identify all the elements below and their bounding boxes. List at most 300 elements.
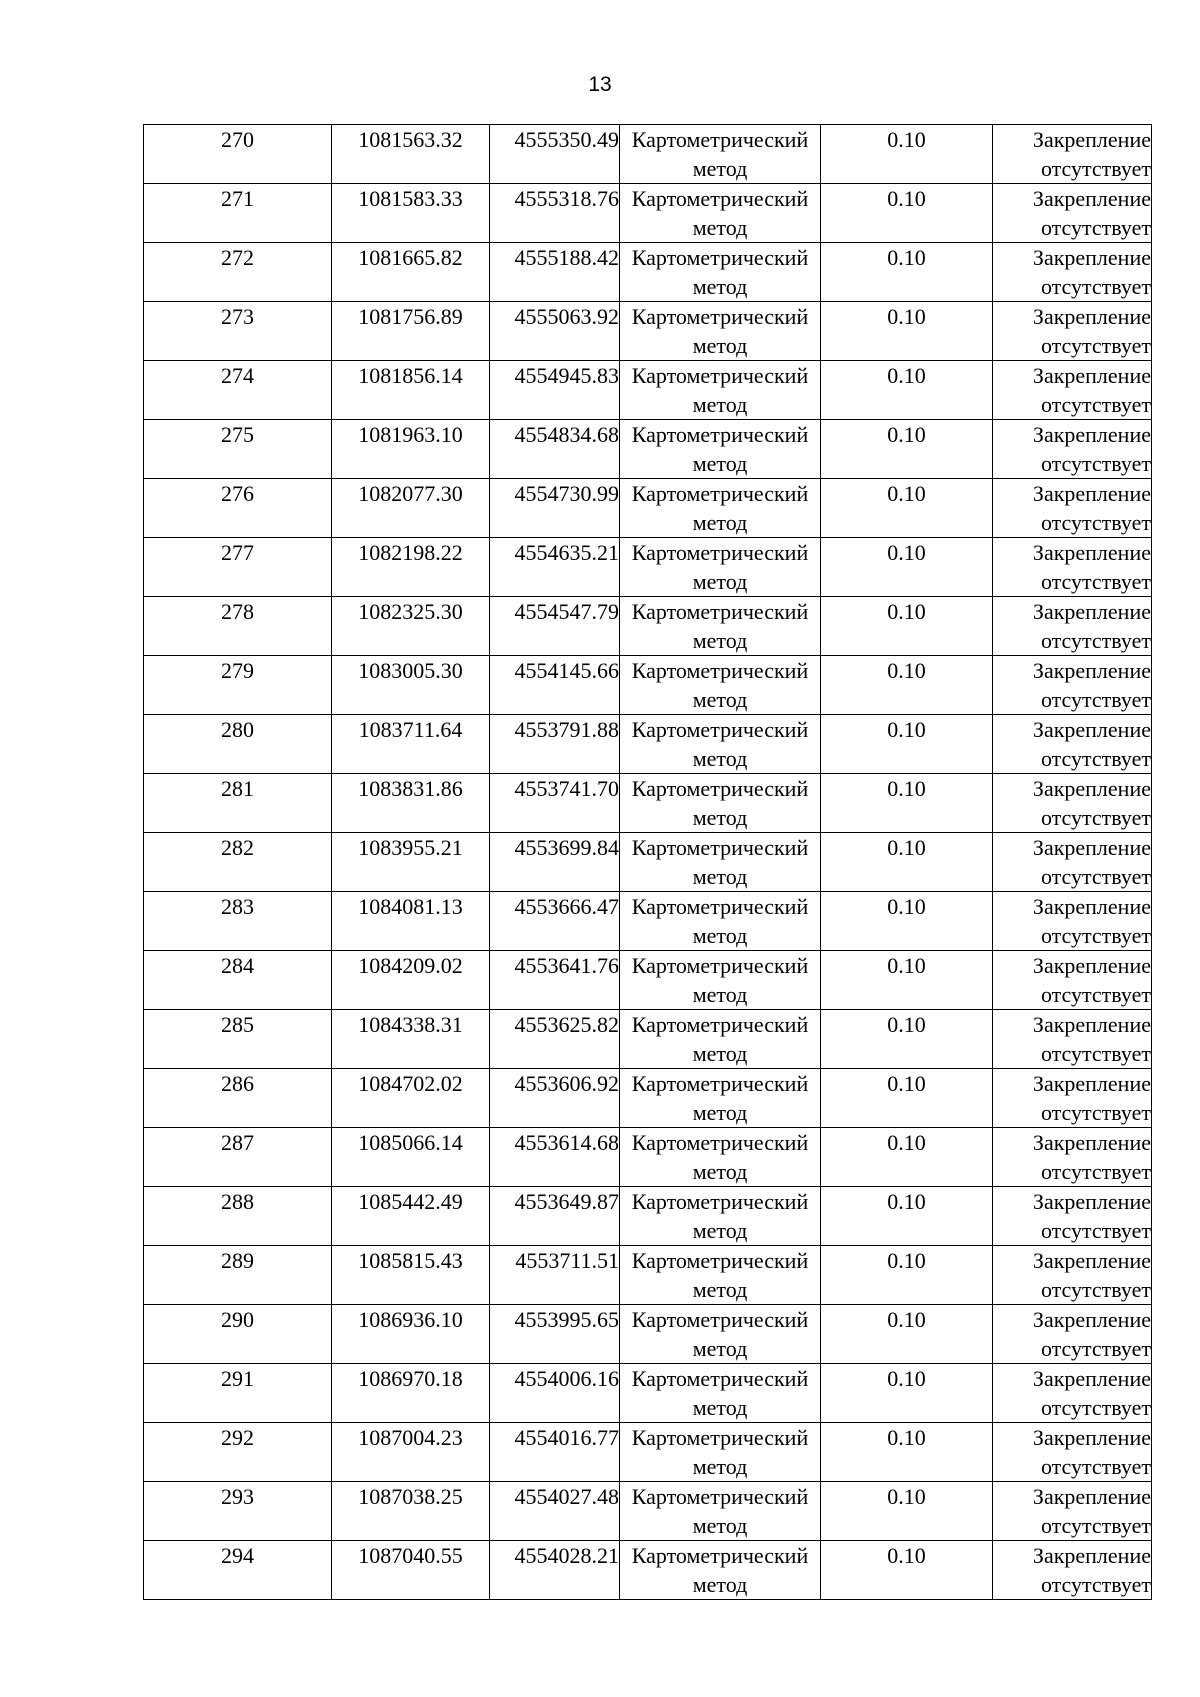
y-coordinate-text: 4555318.76 [514,186,619,211]
fixing-line-2: отсутствует [1040,1336,1151,1361]
y-coordinate-cell [490,1305,620,1364]
accuracy-cell [821,1069,993,1128]
y-coordinate-cell [490,1128,620,1187]
fixing-cell [993,243,1152,302]
point-number-cell [144,1128,332,1187]
accuracy-cell [821,125,993,184]
table-row [144,1482,1152,1541]
accuracy-cell [821,1541,993,1600]
x-coordinate-cell [332,302,490,361]
fixing-cell [993,892,1152,951]
y-coordinate-cell [490,420,620,479]
fixing-line-1: Закрепление [1032,717,1151,742]
method-line-1: Картометрический [631,717,809,742]
accuracy-text: 0.10 [887,127,926,152]
x-coordinate-cell [332,361,490,420]
y-coordinate-text: 4553791.88 [514,717,619,742]
x-coordinate-cell [332,538,490,597]
y-coordinate-text: 4555063.92 [514,304,619,329]
fixing-line-2: отсутствует [1040,510,1151,535]
y-coordinate-text: 4553606.92 [514,1071,619,1096]
point-number-text: 283 [221,894,254,919]
fixing-line-2: отсутствует [1040,982,1151,1007]
fixing-cell [993,1364,1152,1423]
x-coordinate-text: 1083711.64 [358,717,463,742]
y-coordinate-cell [490,892,620,951]
fixing-cell [993,420,1152,479]
table-row [144,1246,1152,1305]
fixing-line-2: отсутствует [1040,1159,1151,1184]
coordinates-table [143,124,1152,1600]
accuracy-text: 0.10 [887,953,926,978]
x-coordinate-cell [332,1423,490,1482]
point-number-text: 281 [221,776,254,801]
y-coordinate-text: 4553649.87 [514,1189,619,1214]
method-cell [620,774,821,833]
point-number-text: 292 [221,1425,254,1450]
fixing-line-2: отсутствует [1040,1277,1151,1302]
fixing-cell [993,1128,1152,1187]
table-row [144,715,1152,774]
point-number-cell [144,656,332,715]
method-cell [620,1187,821,1246]
table-row [144,1423,1152,1482]
table-row [144,774,1152,833]
accuracy-cell [821,538,993,597]
y-coordinate-cell [490,597,620,656]
point-number-cell [144,951,332,1010]
x-coordinate-cell [332,774,490,833]
point-number-text: 272 [221,245,254,270]
point-number-text: 287 [221,1130,254,1155]
table-row [144,1364,1152,1423]
point-number-cell [144,1305,332,1364]
table-row [144,951,1152,1010]
fixing-line-1: Закрепление [1032,1543,1151,1568]
fixing-line-2: отсутствует [1040,628,1151,653]
method-cell [620,1246,821,1305]
point-number-cell [144,361,332,420]
table-row [144,479,1152,538]
point-number-cell [144,243,332,302]
point-number-text: 278 [221,599,254,624]
y-coordinate-text: 4553614.68 [514,1130,619,1155]
accuracy-cell [821,1364,993,1423]
point-number-cell [144,833,332,892]
accuracy-cell [821,1423,993,1482]
y-coordinate-text: 4554730.99 [514,481,619,506]
method-line-1: Картометрический [631,1012,809,1037]
method-cell [620,125,821,184]
point-number-text: 273 [221,304,254,329]
method-line-2: метод [692,628,748,653]
method-cell [620,833,821,892]
method-line-1: Картометрический [631,1130,809,1155]
y-coordinate-text: 4554834.68 [514,422,619,447]
fixing-line-2: отсутствует [1040,1395,1151,1420]
y-coordinate-cell [490,1069,620,1128]
accuracy-cell [821,302,993,361]
method-cell [620,420,821,479]
y-coordinate-text: 4554145.66 [514,658,619,683]
accuracy-cell [821,1128,993,1187]
x-coordinate-text: 1081856.14 [358,363,463,388]
y-coordinate-cell [490,656,620,715]
accuracy-text: 0.10 [887,1071,926,1096]
point-number-cell [144,302,332,361]
y-coordinate-cell [490,361,620,420]
accuracy-cell [821,833,993,892]
fixing-line-2: отсутствует [1040,1454,1151,1479]
x-coordinate-text: 1085815.43 [358,1248,463,1273]
point-number-cell [144,715,332,774]
fixing-line-1: Закрепление [1032,776,1151,801]
method-line-1: Картометрический [631,658,809,683]
x-coordinate-cell [332,1246,490,1305]
accuracy-text: 0.10 [887,1130,926,1155]
point-number-text: 294 [221,1543,254,1568]
y-coordinate-cell [490,715,620,774]
point-number-cell [144,1187,332,1246]
point-number-text: 293 [221,1484,254,1509]
method-line-2: метод [692,687,748,712]
fixing-cell [993,479,1152,538]
method-cell [620,243,821,302]
point-number-text: 275 [221,422,254,447]
method-line-1: Картометрический [631,776,809,801]
method-line-2: метод [692,156,748,181]
point-number-cell [144,538,332,597]
method-line-1: Картометрический [631,186,809,211]
method-line-2: метод [692,451,748,476]
accuracy-text: 0.10 [887,1366,926,1391]
x-coordinate-text: 1087040.55 [358,1543,463,1568]
y-coordinate-cell [490,774,620,833]
accuracy-text: 0.10 [887,835,926,860]
accuracy-text: 0.10 [887,1484,926,1509]
fixing-line-1: Закрепление [1032,481,1151,506]
method-line-2: метод [692,392,748,417]
method-line-1: Картометрический [631,1071,809,1096]
y-coordinate-cell [490,184,620,243]
fixing-line-2: отсутствует [1040,746,1151,771]
x-coordinate-cell [332,1187,490,1246]
accuracy-text: 0.10 [887,776,926,801]
fixing-line-1: Закрепление [1032,304,1151,329]
method-line-1: Картометрический [631,1543,809,1568]
fixing-line-1: Закрепление [1032,1484,1151,1509]
fixing-line-1: Закрепление [1032,1366,1151,1391]
method-line-1: Картометрический [631,1484,809,1509]
fixing-line-2: отсутствует [1040,392,1151,417]
point-number-text: 276 [221,481,254,506]
fixing-line-2: отсутствует [1040,1218,1151,1243]
method-line-1: Картометрический [631,481,809,506]
x-coordinate-cell [332,125,490,184]
fixing-line-1: Закрепление [1032,245,1151,270]
fixing-cell [993,656,1152,715]
method-cell [620,1482,821,1541]
y-coordinate-cell [490,1423,620,1482]
method-line-2: метод [692,1336,748,1361]
method-line-2: метод [692,1454,748,1479]
point-number-cell [144,1069,332,1128]
x-coordinate-cell [332,1482,490,1541]
method-line-2: метод [692,215,748,240]
method-cell [620,597,821,656]
y-coordinate-text: 4554006.16 [514,1366,619,1391]
method-cell [620,1541,821,1600]
accuracy-text: 0.10 [887,658,926,683]
x-coordinate-text: 1082077.30 [358,481,463,506]
table-row [144,1069,1152,1128]
x-coordinate-text: 1087004.23 [358,1425,463,1450]
x-coordinate-cell [332,1128,490,1187]
fixing-line-1: Закрепление [1032,1189,1151,1214]
accuracy-text: 0.10 [887,1248,926,1273]
method-line-2: метод [692,805,748,830]
point-number-cell [144,1423,332,1482]
point-number-cell [144,184,332,243]
accuracy-text: 0.10 [887,363,926,388]
method-line-1: Картометрический [631,1425,809,1450]
y-coordinate-cell [490,1010,620,1069]
method-line-1: Картометрический [631,1248,809,1273]
y-coordinate-cell [490,125,620,184]
table-row [144,1187,1152,1246]
y-coordinate-cell [490,302,620,361]
accuracy-text: 0.10 [887,245,926,270]
accuracy-cell [821,1482,993,1541]
fixing-cell [993,1423,1152,1482]
y-coordinate-cell [490,538,620,597]
table-row [144,597,1152,656]
fixing-line-1: Закрепление [1032,894,1151,919]
point-number-cell [144,1246,332,1305]
fixing-cell [993,1246,1152,1305]
table-row [144,656,1152,715]
method-line-2: метод [692,1159,748,1184]
x-coordinate-text: 1083831.86 [358,776,463,801]
x-coordinate-text: 1081756.89 [358,304,463,329]
x-coordinate-cell [332,1305,490,1364]
fixing-line-1: Закрепление [1032,658,1151,683]
accuracy-cell [821,951,993,1010]
y-coordinate-text: 4553741.70 [514,776,619,801]
method-line-1: Картометрический [631,245,809,270]
method-line-1: Картометрический [631,599,809,624]
fixing-cell [993,951,1152,1010]
x-coordinate-text: 1084081.13 [358,894,463,919]
y-coordinate-cell [490,1364,620,1423]
point-number-cell [144,597,332,656]
accuracy-text: 0.10 [887,1189,926,1214]
y-coordinate-cell [490,833,620,892]
fixing-line-1: Закрепление [1032,1071,1151,1096]
method-line-2: метод [692,569,748,594]
method-line-2: метод [692,1572,748,1597]
method-cell [620,1069,821,1128]
method-line-1: Картометрический [631,894,809,919]
fixing-cell [993,1541,1152,1600]
x-coordinate-cell [332,833,490,892]
y-coordinate-cell [490,1187,620,1246]
fixing-cell [993,715,1152,774]
table-row [144,361,1152,420]
y-coordinate-text: 4554027.48 [514,1484,619,1509]
point-number-text: 286 [221,1071,254,1096]
fixing-cell [993,1069,1152,1128]
x-coordinate-cell [332,243,490,302]
fixing-line-2: отсутствует [1040,569,1151,594]
method-cell [620,892,821,951]
y-coordinate-cell [490,951,620,1010]
method-line-2: метод [692,1218,748,1243]
point-number-cell [144,1010,332,1069]
fixing-line-2: отсутствует [1040,333,1151,358]
fixing-line-1: Закрепление [1032,1307,1151,1332]
table-row [144,243,1152,302]
x-coordinate-cell [332,1364,490,1423]
accuracy-text: 0.10 [887,1307,926,1332]
point-number-cell [144,125,332,184]
y-coordinate-text: 4554635.21 [514,540,619,565]
fixing-line-2: отсутствует [1040,1513,1151,1538]
accuracy-cell [821,715,993,774]
x-coordinate-text: 1084338.31 [358,1012,463,1037]
x-coordinate-text: 1082325.30 [358,599,463,624]
fixing-line-1: Закрепление [1032,953,1151,978]
x-coordinate-text: 1085066.14 [358,1130,463,1155]
fixing-cell [993,1305,1152,1364]
method-line-2: метод [692,982,748,1007]
x-coordinate-text: 1085442.49 [358,1189,463,1214]
point-number-cell [144,1364,332,1423]
fixing-line-2: отсутствует [1040,864,1151,889]
x-coordinate-text: 1081583.33 [358,186,463,211]
fixing-line-2: отсутствует [1040,1572,1151,1597]
accuracy-cell [821,1010,993,1069]
y-coordinate-text: 4553699.84 [514,835,619,860]
coordinates-table-body [144,125,1152,1600]
method-line-2: метод [692,1513,748,1538]
x-coordinate-text: 1081563.32 [358,127,463,152]
y-coordinate-cell [490,243,620,302]
accuracy-cell [821,1305,993,1364]
y-coordinate-text: 4553711.51 [515,1248,619,1273]
accuracy-cell [821,1187,993,1246]
accuracy-cell [821,892,993,951]
x-coordinate-cell [332,656,490,715]
method-line-2: метод [692,864,748,889]
accuracy-cell [821,479,993,538]
method-cell [620,184,821,243]
point-number-cell [144,1482,332,1541]
point-number-text: 285 [221,1012,254,1037]
fixing-line-2: отсутствует [1040,805,1151,830]
x-coordinate-text: 1083955.21 [358,835,463,860]
y-coordinate-cell [490,479,620,538]
x-coordinate-cell [332,597,490,656]
fixing-line-2: отсутствует [1040,1100,1151,1125]
fixing-cell [993,1187,1152,1246]
accuracy-cell [821,774,993,833]
method-cell [620,951,821,1010]
y-coordinate-text: 4555188.42 [514,245,619,270]
method-line-1: Картометрический [631,422,809,447]
x-coordinate-cell [332,715,490,774]
x-coordinate-cell [332,1069,490,1128]
fixing-line-2: отсутствует [1040,156,1151,181]
point-number-text: 277 [221,540,254,565]
accuracy-cell [821,243,993,302]
table-row [144,302,1152,361]
y-coordinate-cell [490,1482,620,1541]
y-coordinate-text: 4553666.47 [514,894,619,919]
y-coordinate-text: 4553995.65 [514,1307,619,1332]
fixing-cell [993,1482,1152,1541]
accuracy-cell [821,361,993,420]
y-coordinate-text: 4554547.79 [514,599,619,624]
accuracy-text: 0.10 [887,186,926,211]
point-number-cell [144,1541,332,1600]
table-row [144,125,1152,184]
accuracy-cell [821,420,993,479]
accuracy-text: 0.10 [887,894,926,919]
method-cell [620,1010,821,1069]
x-coordinate-text: 1086936.10 [358,1307,463,1332]
fixing-line-2: отсутствует [1040,274,1151,299]
point-number-cell [144,420,332,479]
table-row [144,538,1152,597]
method-line-1: Картометрический [631,1189,809,1214]
method-line-2: метод [692,1395,748,1420]
method-line-2: метод [692,333,748,358]
method-cell [620,361,821,420]
accuracy-text: 0.10 [887,1425,926,1450]
fixing-line-1: Закрепление [1032,1012,1151,1037]
point-number-text: 284 [221,953,254,978]
accuracy-text: 0.10 [887,717,926,742]
accuracy-cell [821,597,993,656]
page-number: 13 [588,73,612,96]
method-line-2: метод [692,1041,748,1066]
fixing-cell [993,833,1152,892]
method-cell [620,1128,821,1187]
method-line-1: Картометрический [631,1307,809,1332]
x-coordinate-text: 1083005.30 [358,658,463,683]
table-row [144,1128,1152,1187]
fixing-cell [993,125,1152,184]
accuracy-text: 0.10 [887,422,926,447]
point-number-text: 290 [221,1307,254,1332]
fixing-line-1: Закрепление [1032,1425,1151,1450]
method-cell [620,1364,821,1423]
accuracy-cell [821,1246,993,1305]
fixing-line-1: Закрепление [1032,835,1151,860]
fixing-line-1: Закрепление [1032,422,1151,447]
x-coordinate-text: 1081963.10 [358,422,463,447]
y-coordinate-cell [490,1541,620,1600]
accuracy-text: 0.10 [887,304,926,329]
table-row [144,1010,1152,1069]
method-line-2: метод [692,746,748,771]
method-line-2: метод [692,923,748,948]
accuracy-text: 0.10 [887,1012,926,1037]
table-row [144,833,1152,892]
method-cell [620,538,821,597]
fixing-line-2: отсутствует [1040,215,1151,240]
